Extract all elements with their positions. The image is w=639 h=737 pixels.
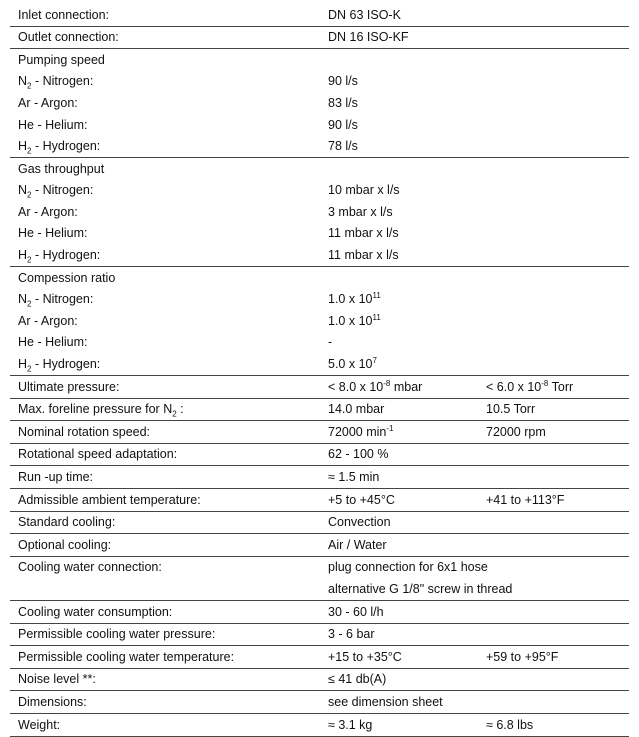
spec-subrow: [10, 136, 629, 158]
spec-value: DN 63 ISO-K: [328, 7, 401, 22]
spec-alt-value: [478, 601, 629, 624]
spec-row: [10, 623, 629, 646]
spec-label: Run -up time:: [10, 466, 320, 489]
spec-label: He - Helium:: [18, 335, 88, 350]
text-part: Max. foreline pressure for N: [18, 402, 173, 417]
spec-value: 10 mbar x l/s: [328, 183, 400, 198]
spec-value: 62 - 100 %: [320, 443, 478, 466]
spec-value: [320, 421, 478, 444]
spec-alt-value: [478, 4, 629, 26]
spec-value: 83 l/s: [328, 95, 358, 110]
superscript: -8: [541, 378, 549, 388]
spec-label: [10, 289, 320, 311]
spec-label: Pumping speed: [10, 49, 320, 71]
spec-alt-value: [478, 201, 629, 223]
text-part: < 6.0 x 10: [486, 379, 542, 394]
spec-value: Air / Water: [320, 534, 478, 557]
spec-label: [10, 180, 320, 202]
spec-row: [10, 646, 629, 669]
spec-label: Weight:: [10, 714, 320, 737]
spec-label: Rotational speed adaptation:: [10, 443, 320, 466]
spec-label: Ar - Argon:: [18, 313, 78, 328]
spec-value: ≈ 1.5 min: [320, 466, 478, 489]
spec-row: [10, 668, 629, 691]
subscript: 2: [27, 81, 32, 91]
text-part: :: [176, 402, 184, 417]
spec-subrow: [10, 289, 629, 311]
spec-alt-value: 10.5 Torr: [478, 398, 629, 421]
spec-row: [10, 158, 629, 180]
spec-alt-value: +41 to +113°F: [478, 489, 629, 512]
spec-label: Ar - Argon:: [18, 204, 78, 219]
spec-value: 11 mbar x l/s: [328, 248, 399, 263]
spec-label: He - Helium:: [18, 226, 88, 241]
spec-alt-value: [478, 245, 629, 267]
spec-alt-value: [478, 623, 629, 646]
spec-alt-value: [478, 556, 629, 578]
spec-row: [10, 511, 629, 534]
spec-label: [10, 136, 320, 158]
spec-alt-value: +59 to +95°F: [478, 646, 629, 669]
spec-row: [10, 376, 629, 399]
spec-value: 3 - 6 bar: [320, 623, 478, 646]
text-part: 1.0 x 10: [328, 292, 373, 307]
spec-value: ≤ 41 db(A): [320, 668, 478, 691]
spec-label: Inlet connection:: [18, 7, 110, 22]
spec-alt-value: [478, 310, 629, 332]
spec-label: [10, 578, 320, 600]
text-part: < 8.0 x 10: [328, 379, 384, 394]
superscript: 11: [372, 291, 381, 301]
spec-row: [10, 398, 629, 421]
spec-row: [10, 466, 629, 489]
text-part: 5.0 x 10: [328, 357, 373, 372]
spec-value: alternative G 1/8" screw in thread: [328, 581, 513, 596]
text-part: - Nitrogen:: [31, 74, 94, 89]
spec-value: [320, 289, 478, 311]
spec-alt-value: [478, 92, 629, 114]
spec-value: -: [328, 335, 333, 350]
spec-value: [320, 354, 478, 376]
spec-label: Ultimate pressure:: [10, 376, 320, 399]
subscript: 2: [27, 146, 32, 156]
text-part: - Hydrogen:: [31, 248, 101, 263]
spec-alt-value: [478, 114, 629, 136]
spec-label: Nominal rotation speed:: [10, 421, 320, 444]
spec-value: 11 mbar x l/s: [328, 226, 399, 241]
text-part: - Hydrogen:: [31, 357, 101, 372]
spec-label: Optional cooling:: [10, 534, 320, 557]
spec-row: [10, 556, 629, 578]
spec-alt-value: [478, 332, 629, 354]
specification-table: [10, 4, 629, 737]
spec-alt-value: [478, 443, 629, 466]
spec-alt-value: [478, 691, 629, 714]
subscript: 2: [27, 299, 32, 309]
text-part: - Nitrogen:: [31, 183, 94, 198]
spec-value: see dimension sheet: [320, 691, 478, 714]
spec-alt-value: [478, 49, 629, 71]
spec-label: [10, 354, 320, 376]
spec-value: Convection: [320, 511, 478, 534]
spec-value: +5 to +45°C: [320, 489, 478, 512]
spec-alt-value: [478, 466, 629, 489]
spec-value: [320, 267, 478, 289]
spec-row: [10, 578, 629, 600]
spec-label: He - Helium:: [18, 117, 88, 132]
spec-label: Noise level **:: [10, 668, 320, 691]
spec-value: [320, 310, 478, 332]
subscript: 2: [27, 364, 32, 374]
spec-value: DN 16 ISO-KF: [320, 26, 478, 49]
spec-alt-value: [478, 26, 629, 49]
spec-value: +15 to +35°C: [320, 646, 478, 669]
spec-alt-value: [478, 289, 629, 311]
spec-label: Gas throughput: [10, 158, 320, 180]
spec-row: [10, 267, 629, 289]
spec-subrow: [10, 71, 629, 93]
spec-row: [10, 421, 629, 444]
spec-subrow: [10, 223, 629, 245]
spec-row: [10, 601, 629, 624]
text-part: - Nitrogen:: [31, 292, 94, 307]
spec-label: Permissible cooling water pressure:: [10, 623, 320, 646]
spec-label: Ar - Argon:: [18, 95, 78, 110]
spec-label: [10, 245, 320, 267]
spec-row: [10, 714, 629, 737]
superscript: 7: [372, 355, 377, 365]
subscript: 2: [27, 255, 32, 265]
spec-subrow: [10, 310, 629, 332]
spec-alt-value: [478, 511, 629, 534]
spec-alt-value: [478, 267, 629, 289]
spec-alt-value: [478, 534, 629, 557]
superscript: -1: [386, 423, 394, 433]
text-part: Torr: [548, 379, 574, 394]
spec-label: Permissible cooling water temperature:: [10, 646, 320, 669]
spec-subrow: [10, 354, 629, 376]
spec-row: [10, 49, 629, 71]
spec-subrow: [10, 201, 629, 223]
text-part: N: [18, 74, 28, 89]
spec-alt-value: [478, 136, 629, 158]
spec-value: 78 l/s: [328, 139, 358, 154]
text-part: N: [18, 292, 28, 307]
spec-alt-value: [478, 354, 629, 376]
text-part: H: [18, 357, 28, 372]
superscript: -8: [383, 378, 391, 388]
text-part: H: [18, 139, 28, 154]
text-part: mbar: [390, 379, 423, 394]
spec-label: Outlet connection:: [10, 26, 320, 49]
spec-value: ≈ 3.1 kg: [320, 714, 478, 737]
spec-label: [10, 71, 320, 93]
spec-row: [10, 691, 629, 714]
spec-row: [10, 534, 629, 557]
spec-alt-value: [478, 376, 629, 399]
spec-label: Standard cooling:: [10, 511, 320, 534]
spec-alt-value: ≈ 6.8 lbs: [478, 714, 629, 737]
spec-row: [10, 4, 629, 26]
text-part: 72000 min: [328, 424, 387, 439]
spec-row: [10, 443, 629, 466]
spec-label: Admissible ambient temperature:: [10, 489, 320, 512]
spec-value: 90 l/s: [328, 74, 358, 89]
text-part: N: [18, 183, 28, 198]
spec-value: 90 l/s: [328, 117, 358, 132]
spec-subrow: [10, 114, 629, 136]
spec-alt-value: [478, 668, 629, 691]
spec-value: 14.0 mbar: [320, 398, 478, 421]
text-part: H: [18, 248, 28, 263]
spec-value: [320, 376, 478, 399]
spec-alt-value: [478, 71, 629, 93]
spec-subrow: [10, 92, 629, 114]
spec-value: plug connection for 6x1 hose: [320, 556, 478, 578]
subscript: 2: [27, 190, 32, 200]
spec-alt-value: 72000 rpm: [478, 421, 629, 444]
spec-label: [10, 398, 320, 421]
spec-row: [10, 26, 629, 49]
spec-value: 30 - 60 l/h: [320, 601, 478, 624]
spec-subrow: [10, 180, 629, 202]
spec-label: Cooling water consumption:: [10, 601, 320, 624]
spec-alt-value: [478, 158, 629, 180]
spec-subrow: [10, 245, 629, 267]
subscript: 2: [172, 409, 177, 419]
spec-label: Compession ratio: [10, 267, 320, 289]
spec-label: Dimensions:: [10, 691, 320, 714]
spec-value: [320, 49, 478, 71]
superscript: 11: [372, 312, 381, 322]
specification-table-body: [10, 4, 629, 736]
spec-alt-value: [478, 180, 629, 202]
text-part: - Hydrogen:: [31, 139, 101, 154]
spec-value: 3 mbar x l/s: [328, 204, 393, 219]
spec-label: Cooling water connection:: [10, 556, 320, 578]
text-part: 1.0 x 10: [328, 313, 373, 328]
spec-row: [10, 489, 629, 512]
spec-alt-value: [478, 223, 629, 245]
spec-value: [320, 158, 478, 180]
spec-subrow: [10, 332, 629, 354]
